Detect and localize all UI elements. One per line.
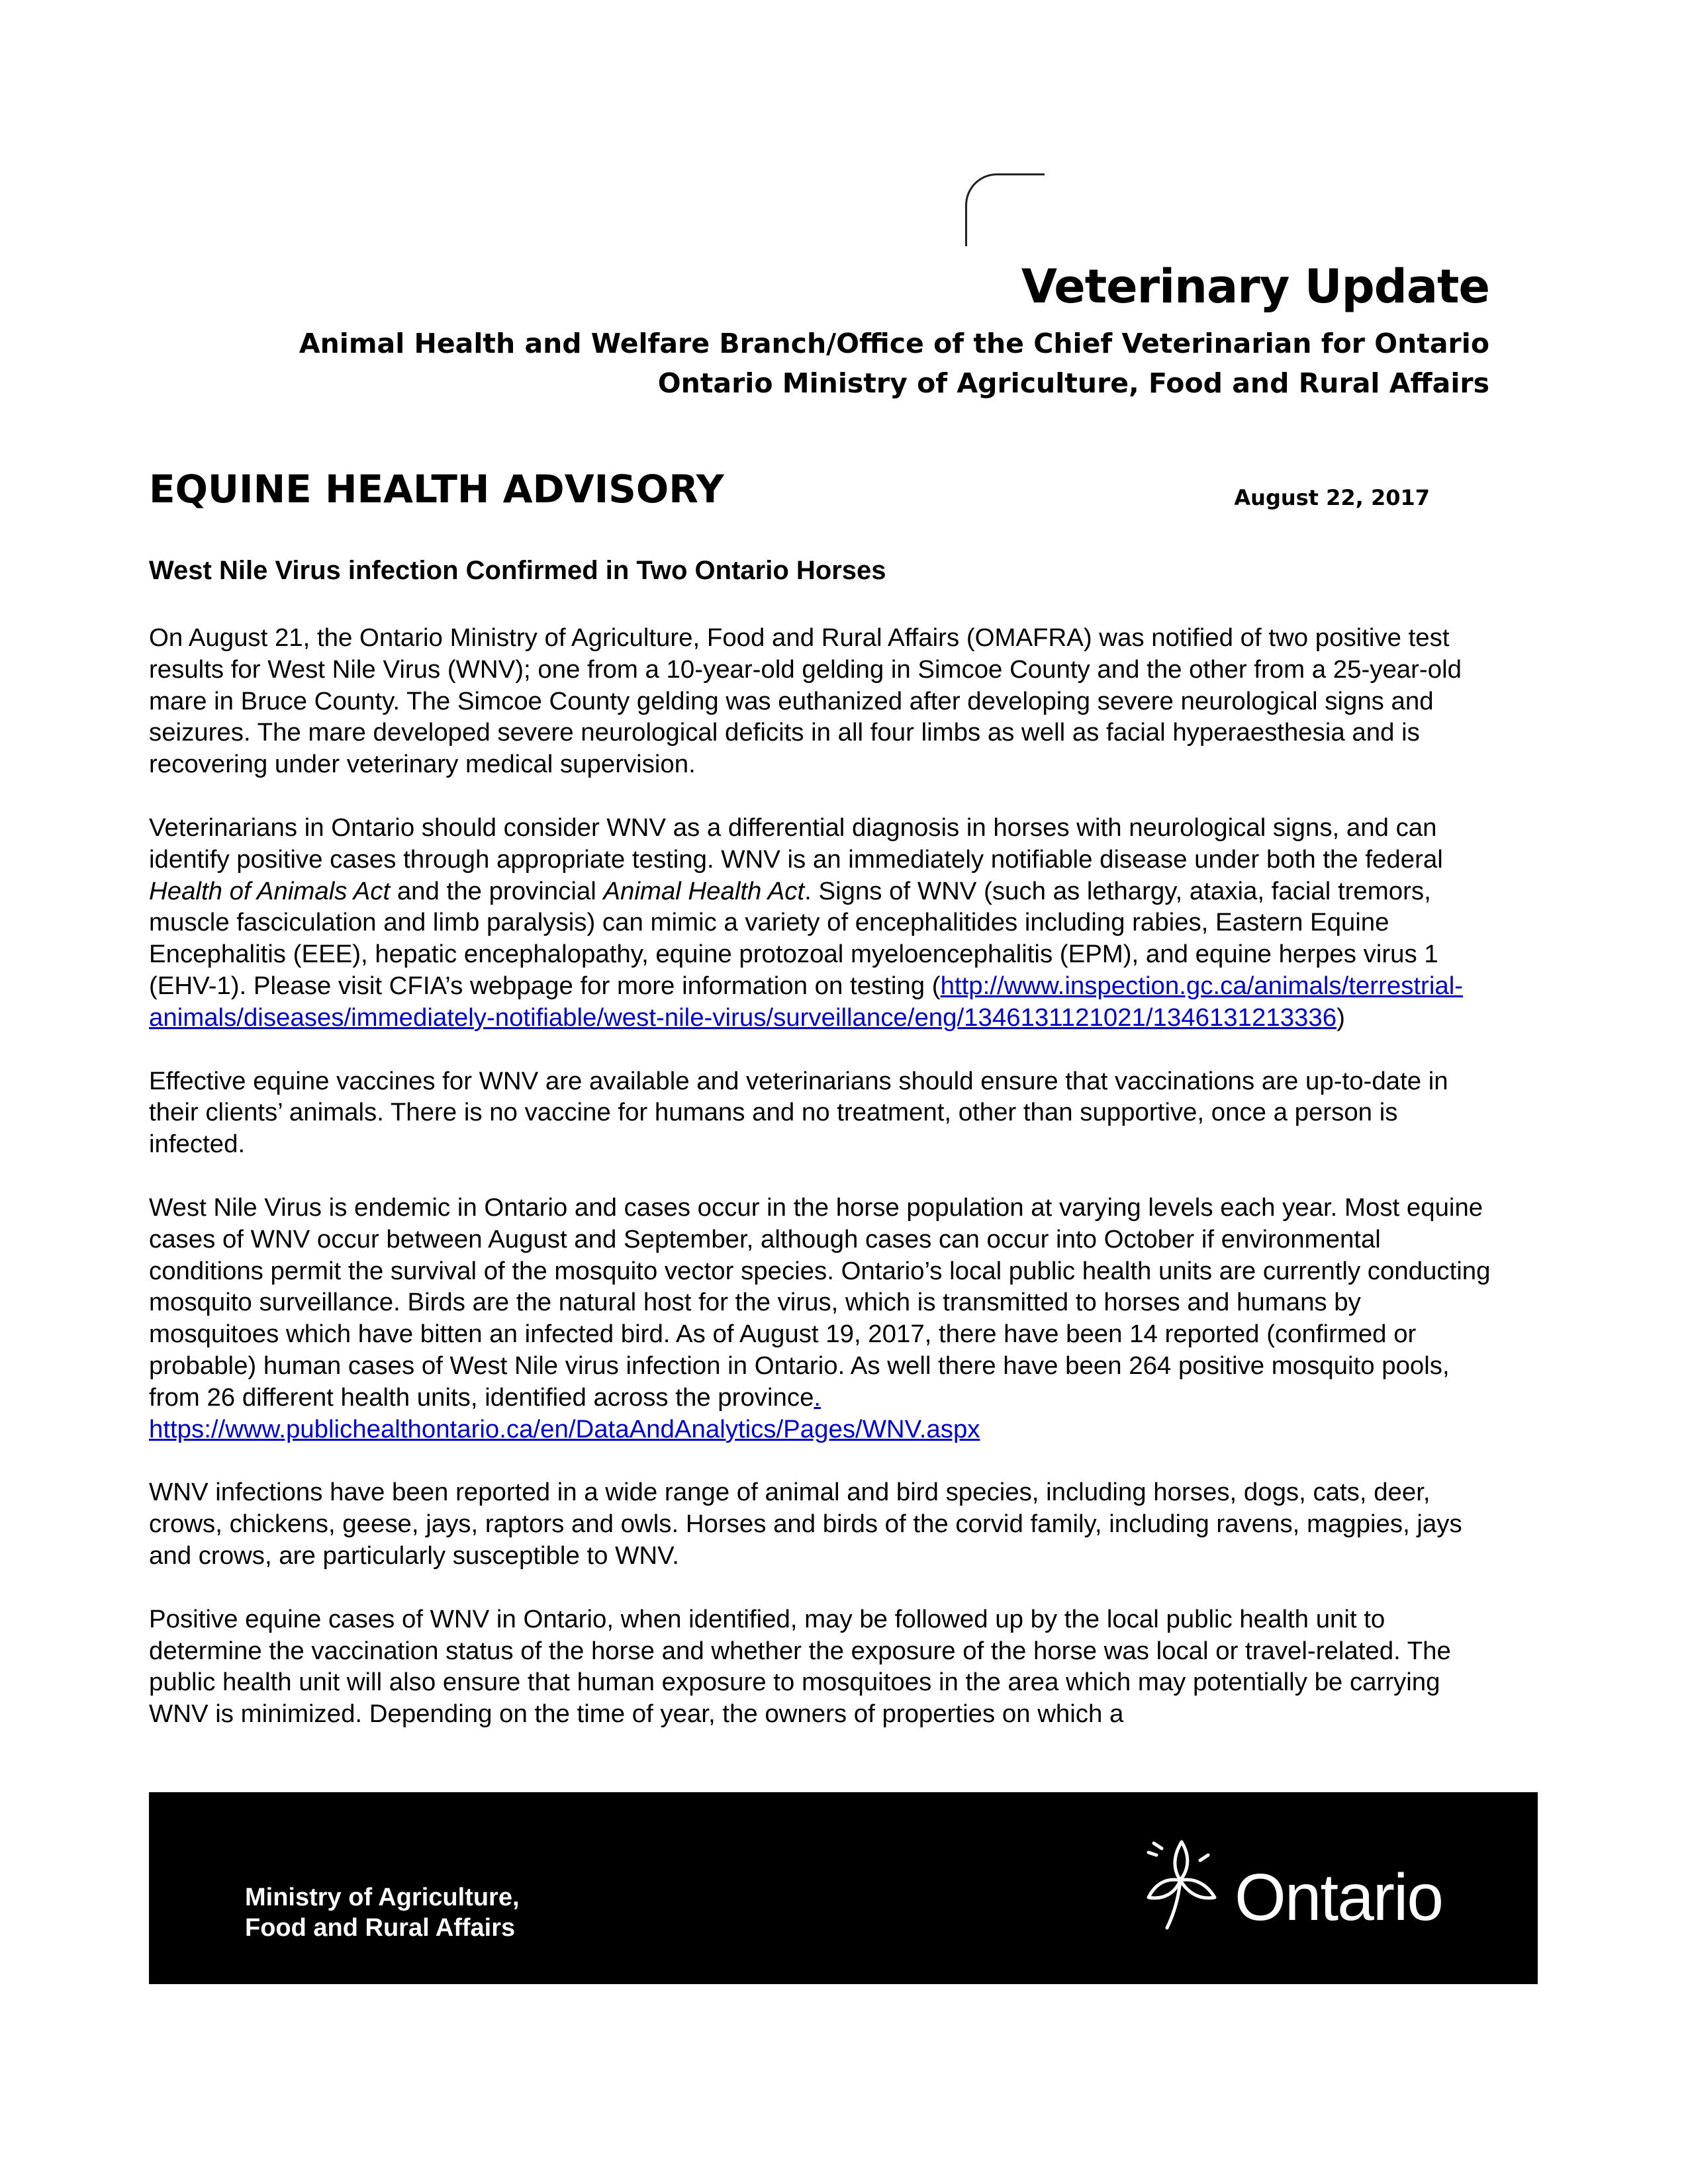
paragraph-species: WNV infections have been reported in a wide range of animal and bird species, including horses, dogs, cats, deer, crows, chickens, geese, jays, raptors and owls. Horses and birds of the corvid family, including ravens, magpies, jays and crows, are particularly susceptible to WNV. — [149, 1478, 1462, 1570]
trillium-logo-icon — [1142, 1829, 1221, 1941]
advisory-body — [149, 622, 1493, 1730]
paragraph-text: West Nile Virus is endemic in Ontario and cases occur in the horse population at varying levels each year. Most equine cases of WNV occur between August and September, although cases can occur into October if environmental conditions permit the survival of the mosquito vector species. Ontario’s local public health units are currently conducting mosquito surveillance. Birds are the natural host for the virus, which is transmitted to horses and humans by mosquitoes which have bitten an infected bird. As of August 19, 2017, there have been 14 reported (confirmed or probable) human cases of West Nile virus infection in Ontario. As well there have been 264 positive mosquito pools, from 26 different health units, identified across the province — [149, 1193, 1491, 1412]
animal-health-act: Animal Health Act — [603, 876, 805, 905]
paragraph-text: Veterinarians in Ontario should consider WNV as a differential diagnosis in horses with neurological signs, and can identify positive cases through appropriate testing. WNV is an immediately notifiable disease under both the federal — [149, 813, 1443, 874]
public-health-ontario-link[interactable]: https://www.publichealthontario.ca/en/DataAndAnalytics/Pages/WNV.aspx — [149, 1414, 980, 1443]
advisory-title: EQUINE HEALTH ADVISORY — [149, 467, 724, 512]
paragraph-text: and the provincial — [390, 876, 604, 905]
advisory-subject: West Nile Virus infection Confirmed in Two Ontario Horses — [149, 556, 886, 585]
paragraph-endemic — [149, 1192, 1493, 1445]
paragraph-text: ) — [1336, 1003, 1345, 1032]
branch-subtitle: Animal Health and Welfare Branch/Office of the Chief Veterinarian for Ontario — [299, 328, 1489, 359]
header-corner-mark — [965, 173, 1045, 246]
paragraph-follow-up: Positive equine cases of WNV in Ontario, when identified, may be followed up by the local public health unit to determine the vaccination status of the horse and whether the exposure of the horse was local or travel-related. The public health unit will also ensure that human exposure to mosquitoes in the area which may potentially be carrying WNV is minimized. Depending on the time of year, the owners of properties on which a — [149, 1604, 1451, 1729]
footer-ministry-name — [245, 1882, 520, 1943]
period-link[interactable]: . — [814, 1383, 821, 1412]
footer-ministry-line: Food and Rural Affairs — [245, 1914, 516, 1942]
advisory-date: August 22, 2017 — [1234, 485, 1430, 510]
paragraph-vaccines: Effective equine vaccines for WNV are available and veterinarians should ensure that vaccinations are up-to-date in their clients’ animals. There is no vaccine for humans and no treatment, other than supportive, once a person is infected. — [149, 1066, 1448, 1159]
ontario-wordmark: Ontario — [1235, 1860, 1442, 1934]
footer-ministry-line: Ministry of Agriculture, — [245, 1884, 520, 1911]
footer-banner — [149, 1792, 1538, 1984]
cfia-link[interactable]: http://www.inspection.gc.ca/animals/terrestrial-animals/diseases/immediately-notifiable/west-nile-virus/surveillance/eng/1346131121021/1346131213336 — [149, 971, 1464, 1032]
paragraph-text: . Signs of WNV (such as lethargy, ataxia, facial tremors, muscle fasciculation and limb paralysis) can mimic a variety of encephalitides including rabies, Eastern Equine Encephalitis (EEE), hepatic encephalopathy, equine protozoal myeloencephalitis (EPM), and equine herpes virus 1 (EHV-1). Please visit CFIA’s webpage for more information on testing ( — [149, 876, 1438, 1000]
ministry-subtitle: Ontario Ministry of Agriculture, Food and Rural Affairs — [657, 367, 1489, 399]
paragraph-diagnosis — [149, 812, 1493, 1034]
paragraph-notification: On August 21, the Ontario Ministry of Agriculture, Food and Rural Affairs (OMAFRA) was notified of two positive test results for West Nile Virus (WNV); one from a 10-year-old gelding in Simcoe County and the other from a 25-year-old mare in Bruce County. The Simcoe County gelding was euthanized after developing severe neurological signs and seizures. The mare developed severe neurological deficits in all four limbs as well as facial hyperaesthesia and is recovering under veterinary medical supervision. — [149, 623, 1462, 779]
health-of-animals-act: Health of Animals Act — [149, 876, 391, 905]
page-title: Veterinary Update — [1021, 259, 1489, 314]
